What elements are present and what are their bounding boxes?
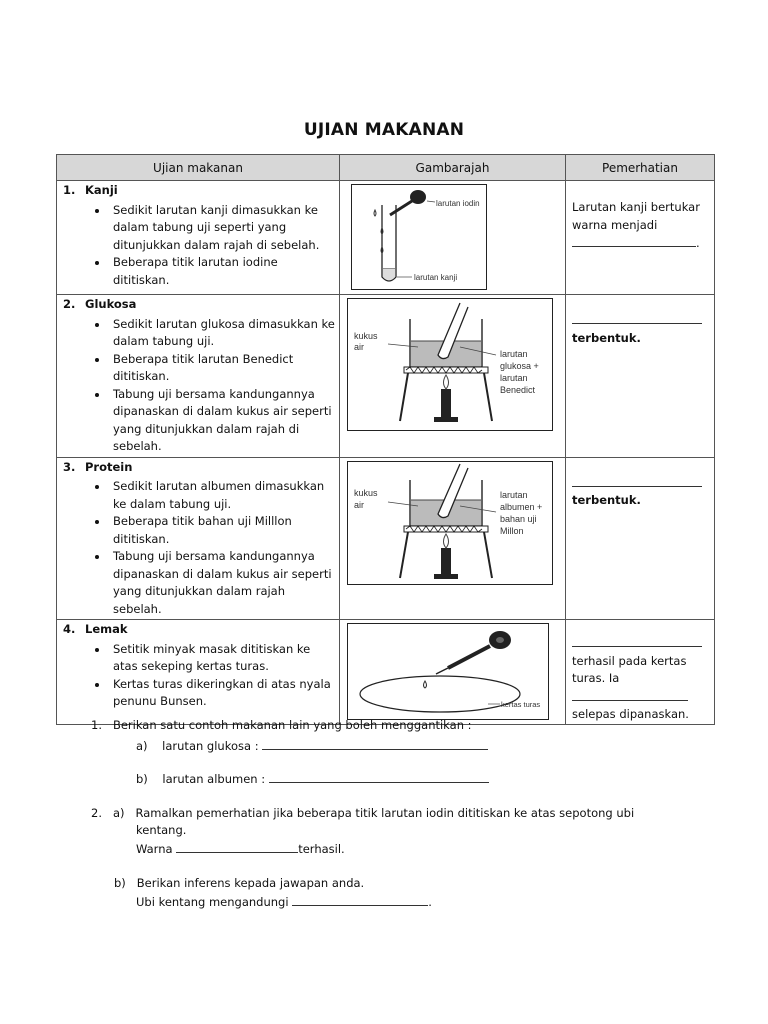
- step-item: • Sedikit larutan kanji dimasukkan ke dalam tabung uji seperti yang ditunjukkan dalam rajah di sebelah.: [109, 202, 335, 255]
- page-title: UJIAN MAKANAN: [303, 120, 465, 140]
- label-right-4: Millon: [500, 525, 524, 536]
- table-row-glukosa: [57, 295, 715, 458]
- row-title: Protein: [85, 459, 133, 474]
- diagram-lemak: [347, 623, 549, 720]
- steps-list: [63, 641, 335, 711]
- label-right-3: bahan uji: [500, 513, 537, 524]
- label-right-4: Benedict: [500, 385, 536, 395]
- label-right-1: larutan: [500, 489, 528, 500]
- row-number: 2.: [63, 297, 76, 311]
- test-cell-glukosa: [57, 295, 340, 458]
- table-row-protein: [57, 457, 715, 620]
- food-test-table: [56, 154, 715, 725]
- observation-cell-lemak: [566, 620, 715, 725]
- step-item: • Setitik minyak masak dititiskan ke atas sekeping kertas turas.: [109, 641, 335, 676]
- observation-cell-glukosa: [566, 295, 715, 458]
- diagram-protein: [347, 461, 553, 585]
- observation-text-3: selepas dipanaskan.: [572, 707, 689, 721]
- observation-text: terbentuk.: [572, 493, 641, 507]
- row-number: 3.: [63, 459, 76, 474]
- step-item: • Beberapa titik larutan iodine dititiskan.: [109, 254, 335, 289]
- question-1: [91, 718, 472, 732]
- question-2b: [114, 876, 364, 890]
- table-row-lemak: [57, 620, 715, 725]
- answer-blank[interactable]: [292, 893, 428, 906]
- header-pemerhatian: Pemerhatian: [566, 155, 715, 181]
- diagram-cell-kanji: [340, 181, 566, 295]
- question-text: Berikan satu contoh makanan lain yang boleh menggantikan :: [112, 718, 472, 732]
- label-air: air: [354, 342, 365, 352]
- answer-blank[interactable]: [572, 688, 688, 701]
- header-ujian-makanan: Ujian makanan: [57, 155, 340, 181]
- test-cell-kanji: [57, 181, 340, 295]
- steps-list: [63, 316, 335, 456]
- observation-text: terbentuk.: [572, 330, 641, 345]
- subquestion-text: Ubi kentang mengandungi: [136, 895, 289, 909]
- diagram-cell-glukosa: [340, 295, 566, 458]
- subquestion-label: b): [114, 876, 126, 890]
- table-row-kanji: [57, 181, 715, 295]
- question-2a-answer: [136, 840, 345, 856]
- observation-cell-kanji: [566, 181, 715, 295]
- answer-blank[interactable]: [269, 770, 489, 783]
- subquestion-label: a): [112, 806, 125, 820]
- answer-blank[interactable]: [572, 634, 702, 647]
- step-item: • Beberapa titik larutan Benedict dititiskan.: [109, 351, 335, 386]
- subquestion-text: larutan albumen :: [162, 772, 266, 786]
- subquestion-text: Ramalkan pemerhatian jika beberapa titik larutan iodin dititiskan ke atas sepotong ubi: [135, 806, 635, 820]
- row-title: Glukosa: [85, 297, 137, 311]
- diagram-glukosa: [347, 298, 553, 431]
- observation-end: .: [696, 236, 700, 250]
- answer-blank[interactable]: [262, 737, 488, 750]
- row-number: 1.: [63, 183, 76, 197]
- step-item: • Tabung uji bersama kandungannya dipanaskan di dalam kukus air seperti yang ditunjukkan dalam rajah di sebelah.: [109, 386, 335, 456]
- row-title: Kanji: [85, 183, 118, 197]
- row-number: 4.: [63, 622, 76, 636]
- row-title: Lemak: [85, 622, 128, 636]
- steps-list: [63, 202, 335, 290]
- question-2b-answer: [136, 893, 432, 909]
- question-2a-cont: kentang.: [136, 823, 187, 837]
- test-cell-lemak: [57, 620, 340, 725]
- table-header-row: [57, 155, 715, 181]
- answer-blank[interactable]: [572, 311, 702, 324]
- label-kukus: kukus: [354, 487, 378, 498]
- header-gambarajah: Gambarajah: [340, 155, 566, 181]
- label-larutan-kanji: larutan kanji: [414, 273, 458, 282]
- subquestion-label: b): [136, 772, 148, 786]
- subquestion-text: Berikan inferens kepada jawapan anda.: [136, 876, 365, 890]
- diagram-cell-lemak: [340, 620, 566, 725]
- test-cell-protein: [57, 457, 340, 620]
- answer-blank[interactable]: [176, 840, 298, 853]
- label-right-2: glukosa +: [500, 361, 539, 371]
- question-1b: [136, 770, 489, 786]
- subquestion-label: a): [136, 739, 148, 753]
- label-larutan-iodin: larutan iodin: [436, 199, 480, 208]
- observation-cell-protein: [566, 457, 715, 620]
- label-kertas-turas: kertas turas: [501, 700, 541, 709]
- question-1a: [136, 737, 488, 753]
- subquestion-text: larutan glukosa :: [162, 739, 259, 753]
- question-number: 1.: [91, 718, 102, 732]
- steps-list: [63, 478, 335, 618]
- warna-label: Warna: [136, 842, 173, 856]
- step-item: • Beberapa titik bahan uji Milllon dititiskan.: [109, 513, 335, 548]
- label-right-2: albumen +: [500, 501, 543, 512]
- answer-blank[interactable]: [572, 234, 696, 247]
- label-air: air: [354, 499, 365, 510]
- step-item: • Sedikit larutan glukosa dimasukkan ke dalam tabung uji.: [109, 316, 335, 351]
- label-right-1: larutan: [500, 349, 528, 359]
- label-right-3: larutan: [500, 373, 528, 383]
- period: .: [428, 895, 432, 909]
- answer-blank[interactable]: [572, 474, 702, 487]
- step-item: • Tabung uji bersama kandungannya dipanaskan di dalam kukus air seperti yang ditunjukkan dalam rajah sebelah.: [109, 548, 335, 618]
- step-item: • Kertas turas dikeringkan di atas nyala penunu Bunsen.: [109, 676, 335, 711]
- diagram-cell-protein: [340, 457, 566, 620]
- observation-text-1: terhasil pada kertas: [572, 653, 687, 668]
- terhasil-label: terhasil.: [298, 842, 345, 856]
- observation-text-2: turas. Ia: [572, 671, 620, 685]
- label-kukus: kukus: [354, 331, 378, 341]
- diagram-kanji: [351, 184, 487, 290]
- observation-text: Larutan kanji bertukar warna menjadi: [572, 200, 700, 232]
- question-number: 2.: [91, 806, 102, 820]
- step-item: • Sedikit larutan albumen dimasukkan ke dalam tabung uji.: [109, 478, 335, 513]
- question-2a: [91, 806, 634, 820]
